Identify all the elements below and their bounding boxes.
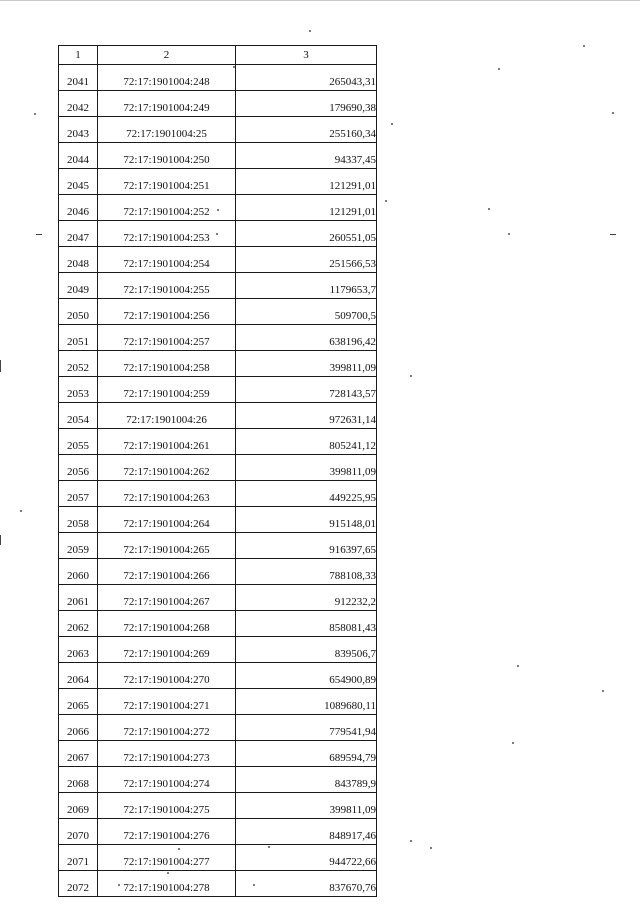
cadastral-id-cell: 72:17:1901004:278 — [98, 871, 236, 897]
value-cell: 255160,34 — [236, 117, 377, 143]
scan-speck — [309, 30, 311, 32]
table-header — [59, 46, 377, 65]
table-row — [59, 403, 377, 429]
value-cell: 638196,42 — [236, 325, 377, 351]
row-number-cell: 2050 — [59, 299, 98, 325]
cadastral-id-cell: 72:17:1901004:263 — [98, 481, 236, 507]
table-row — [59, 715, 377, 741]
table-row — [59, 481, 377, 507]
page-top-edge — [0, 0, 640, 1]
scan-speck — [34, 113, 36, 115]
scan-mark — [0, 360, 1, 372]
table-row — [59, 845, 377, 871]
table-row — [59, 273, 377, 299]
row-number-cell: 2044 — [59, 143, 98, 169]
cadastral-id-cell: 72:17:1901004:277 — [98, 845, 236, 871]
value-cell: 805241,12 — [236, 429, 377, 455]
scan-speck — [253, 884, 255, 886]
scan-speck — [583, 45, 585, 47]
row-number-cell: 2046 — [59, 195, 98, 221]
table-row — [59, 299, 377, 325]
column-header-number: 1 — [59, 46, 98, 65]
table-row — [59, 559, 377, 585]
value-cell: 399811,09 — [236, 351, 377, 377]
cadastral-id-cell: 72:17:1901004:254 — [98, 247, 236, 273]
column-header-value: 3 — [236, 46, 377, 65]
table-row — [59, 65, 377, 91]
row-number-cell: 2061 — [59, 585, 98, 611]
cadastral-id-cell: 72:17:1901004:267 — [98, 585, 236, 611]
cadastral-id-cell: 72:17:1901004:259 — [98, 377, 236, 403]
cadastral-id-cell: 72:17:1901004:253 — [98, 221, 236, 247]
table-row — [59, 741, 377, 767]
scan-speck — [410, 375, 412, 377]
cadastral-id-cell: 72:17:1901004:249 — [98, 91, 236, 117]
cadastral-value-table — [58, 45, 377, 897]
cadastral-id-cell: 72:17:1901004:258 — [98, 351, 236, 377]
scan-speck — [216, 233, 218, 235]
cadastral-id-cell: 72:17:1901004:273 — [98, 741, 236, 767]
row-number-cell: 2055 — [59, 429, 98, 455]
table-row — [59, 455, 377, 481]
row-number-cell: 2071 — [59, 845, 98, 871]
row-number-cell: 2066 — [59, 715, 98, 741]
row-number-cell: 2047 — [59, 221, 98, 247]
cadastral-id-cell: 72:17:1901004:265 — [98, 533, 236, 559]
scan-speck — [385, 200, 387, 202]
cadastral-id-cell: 72:17:1901004:272 — [98, 715, 236, 741]
table-row — [59, 325, 377, 351]
table-row — [59, 793, 377, 819]
value-cell: 779541,94 — [236, 715, 377, 741]
table-row — [59, 767, 377, 793]
value-cell: 265043,31 — [236, 65, 377, 91]
table-row — [59, 377, 377, 403]
scan-speck — [517, 665, 519, 667]
scan-speck — [178, 848, 180, 850]
scan-mark — [0, 535, 1, 545]
scan-speck — [118, 884, 120, 886]
value-cell: 858081,43 — [236, 611, 377, 637]
value-cell: 689594,79 — [236, 741, 377, 767]
cadastral-id-cell: 72:17:1901004:264 — [98, 507, 236, 533]
column-header-cadastral-id: 2 — [98, 46, 236, 65]
cadastral-id-cell: 72:17:1901004:269 — [98, 637, 236, 663]
value-cell: 179690,38 — [236, 91, 377, 117]
value-cell: 94337,45 — [236, 143, 377, 169]
row-number-cell: 2067 — [59, 741, 98, 767]
value-cell: 121291,01 — [236, 169, 377, 195]
cadastral-id-cell: 72:17:1901004:266 — [98, 559, 236, 585]
table-row — [59, 429, 377, 455]
row-number-cell: 2065 — [59, 689, 98, 715]
row-number-cell: 2058 — [59, 507, 98, 533]
value-cell: 1179653,7 — [236, 273, 377, 299]
table-row — [59, 637, 377, 663]
cadastral-id-cell: 72:17:1901004:276 — [98, 819, 236, 845]
value-cell: 837670,76 — [236, 871, 377, 897]
row-number-cell: 2064 — [59, 663, 98, 689]
cadastral-id-cell: 72:17:1901004:261 — [98, 429, 236, 455]
value-cell: 251566,53 — [236, 247, 377, 273]
value-cell: 449225,95 — [236, 481, 377, 507]
scan-speck — [512, 742, 514, 744]
scan-speck — [268, 846, 270, 848]
cadastral-id-cell: 72:17:1901004:257 — [98, 325, 236, 351]
scan-speck — [217, 209, 219, 211]
row-number-cell: 2069 — [59, 793, 98, 819]
row-number-cell: 2054 — [59, 403, 98, 429]
value-cell: 728143,57 — [236, 377, 377, 403]
row-number-cell: 2057 — [59, 481, 98, 507]
cadastral-id-cell: 72:17:1901004:25 — [98, 117, 236, 143]
scan-speck — [508, 233, 510, 235]
value-cell: 915148,01 — [236, 507, 377, 533]
scan-speck — [602, 690, 604, 692]
scan-speck — [430, 847, 432, 849]
cadastral-id-cell: 72:17:1901004:251 — [98, 169, 236, 195]
table-row — [59, 247, 377, 273]
scan-speck — [391, 123, 393, 125]
table-row — [59, 585, 377, 611]
row-number-cell: 2063 — [59, 637, 98, 663]
row-number-cell: 2051 — [59, 325, 98, 351]
row-number-cell: 2053 — [59, 377, 98, 403]
header-row — [59, 46, 377, 65]
table-row — [59, 507, 377, 533]
value-cell: 399811,09 — [236, 455, 377, 481]
row-number-cell: 2070 — [59, 819, 98, 845]
table-row — [59, 611, 377, 637]
scan-speck — [498, 68, 500, 70]
row-number-cell: 2043 — [59, 117, 98, 143]
scan-speck — [488, 208, 490, 210]
cadastral-id-cell: 72:17:1901004:268 — [98, 611, 236, 637]
table-row — [59, 689, 377, 715]
value-cell: 788108,33 — [236, 559, 377, 585]
value-cell: 944722,66 — [236, 845, 377, 871]
table-row — [59, 533, 377, 559]
cadastral-id-cell: 72:17:1901004:256 — [98, 299, 236, 325]
table-row — [59, 117, 377, 143]
value-cell: 399811,09 — [236, 793, 377, 819]
table-row — [59, 871, 377, 897]
cadastral-id-cell: 72:17:1901004:270 — [98, 663, 236, 689]
table-row — [59, 351, 377, 377]
row-number-cell: 2049 — [59, 273, 98, 299]
value-cell: 848917,46 — [236, 819, 377, 845]
value-cell: 972631,14 — [236, 403, 377, 429]
table-row — [59, 143, 377, 169]
row-number-cell: 2059 — [59, 533, 98, 559]
scan-speck — [233, 66, 235, 68]
row-number-cell: 2056 — [59, 455, 98, 481]
table-row — [59, 91, 377, 117]
table-row — [59, 819, 377, 845]
cadastral-id-cell: 72:17:1901004:250 — [98, 143, 236, 169]
row-number-cell: 2048 — [59, 247, 98, 273]
cadastral-id-cell: 72:17:1901004:271 — [98, 689, 236, 715]
value-cell: 260551,05 — [236, 221, 377, 247]
row-number-cell: 2068 — [59, 767, 98, 793]
value-cell: 509700,5 — [236, 299, 377, 325]
row-number-cell: 2041 — [59, 65, 98, 91]
table-row — [59, 663, 377, 689]
table-row — [59, 195, 377, 221]
value-cell: 843789,9 — [236, 767, 377, 793]
cadastral-id-cell: 72:17:1901004:274 — [98, 767, 236, 793]
table-body — [59, 65, 377, 897]
value-cell: 839506,7 — [236, 637, 377, 663]
cadastral-id-cell: 72:17:1901004:252 — [98, 195, 236, 221]
scan-speck — [167, 872, 169, 874]
table-row — [59, 169, 377, 195]
value-cell: 121291,01 — [236, 195, 377, 221]
scan-mark — [610, 234, 616, 235]
scan-speck — [612, 112, 614, 114]
row-number-cell: 2045 — [59, 169, 98, 195]
scan-speck — [410, 840, 412, 842]
row-number-cell: 2062 — [59, 611, 98, 637]
cadastral-id-cell: 72:17:1901004:255 — [98, 273, 236, 299]
row-number-cell: 2052 — [59, 351, 98, 377]
cadastral-id-cell: 72:17:1901004:275 — [98, 793, 236, 819]
value-cell: 654900,89 — [236, 663, 377, 689]
value-cell: 912232,2 — [236, 585, 377, 611]
value-cell: 1089680,11 — [236, 689, 377, 715]
row-number-cell: 2060 — [59, 559, 98, 585]
value-cell: 916397,65 — [236, 533, 377, 559]
cadastral-id-cell: 72:17:1901004:248 — [98, 65, 236, 91]
scan-mark — [36, 234, 42, 235]
cadastral-id-cell: 72:17:1901004:26 — [98, 403, 236, 429]
row-number-cell: 2042 — [59, 91, 98, 117]
cadastral-id-cell: 72:17:1901004:262 — [98, 455, 236, 481]
scan-speck — [20, 510, 22, 512]
row-number-cell: 2072 — [59, 871, 98, 897]
